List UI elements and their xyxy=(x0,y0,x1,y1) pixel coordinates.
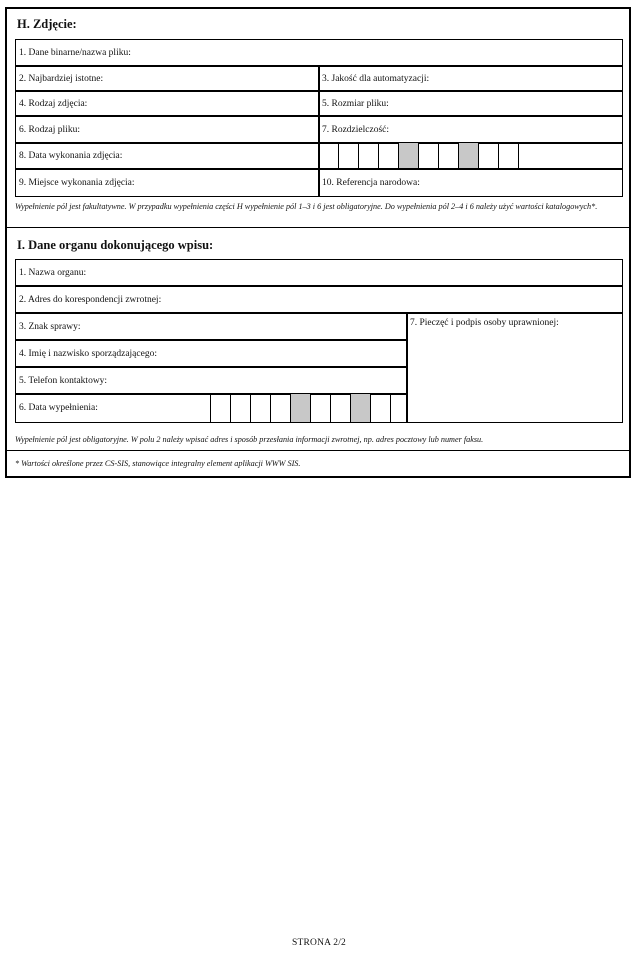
field-binary-name-label: 1. Dane binarne/nazwa pliku: xyxy=(19,48,131,58)
field-resolution-label: 7. Rozdzielczość: xyxy=(322,124,390,135)
date-cell[interactable] xyxy=(418,143,438,169)
date-cell[interactable] xyxy=(330,394,350,422)
date-cell[interactable] xyxy=(370,394,390,422)
field-return-address[interactable] xyxy=(15,285,623,314)
date-cell[interactable] xyxy=(270,394,290,422)
form-outer xyxy=(5,7,631,478)
section-h-title: H. Zdjęcie: xyxy=(17,17,77,31)
date-cell[interactable] xyxy=(338,143,358,169)
date-cell[interactable] xyxy=(310,394,330,422)
field-contact-phone-label: 5. Telefon kontaktowy: xyxy=(19,375,108,386)
field-most-important[interactable] xyxy=(15,65,320,92)
date-cell[interactable] xyxy=(478,143,498,169)
field-case-ref-label: 3. Znak sprawy: xyxy=(19,321,81,332)
footnote: * Wartości określone przez CS-SIS, stanowiące integralny element aplikacji WWW SIS. xyxy=(15,459,301,468)
date-separator-cell xyxy=(458,143,478,169)
date-cell[interactable] xyxy=(438,143,458,169)
field-binary-name[interactable] xyxy=(15,39,623,67)
field-date-taken-input[interactable] xyxy=(318,142,623,170)
date-cell[interactable] xyxy=(318,143,338,169)
field-authority-name[interactable] xyxy=(15,259,623,287)
field-stamp-signature-label: 7. Pieczęć i podpis osoby uprawnionej: xyxy=(410,318,559,328)
date-cell[interactable] xyxy=(498,143,518,169)
date-cell[interactable] xyxy=(250,394,270,422)
field-contact-phone[interactable] xyxy=(15,366,408,395)
field-national-ref[interactable] xyxy=(318,168,623,197)
field-case-ref[interactable] xyxy=(15,312,408,341)
footnote-divider xyxy=(7,450,629,451)
field-return-address-label: 2. Adres do korespondencji zwrotnej: xyxy=(19,294,162,305)
date-cell[interactable] xyxy=(230,394,250,422)
field-fill-date[interactable] xyxy=(15,393,408,423)
field-national-ref-label: 10. Referencja narodowa: xyxy=(322,177,420,188)
date-cell-end xyxy=(518,143,519,169)
field-preparer-name-label: 4. Imię i nazwisko sporządzającego: xyxy=(19,348,157,359)
field-date-taken-label: 8. Data wykonania zdjęcia: xyxy=(19,151,123,161)
field-photo-type-label: 4. Rodzaj zdjęcia: xyxy=(19,98,88,109)
fill-date-cells xyxy=(210,394,410,422)
field-place-taken[interactable] xyxy=(15,168,320,197)
date-taken-cells xyxy=(318,143,519,169)
field-file-size-label: 5. Rozmiar pliku: xyxy=(322,98,389,109)
field-place-taken-label: 9. Miejsce wykonania zdjęcia: xyxy=(19,177,135,188)
section-divider xyxy=(7,227,629,228)
field-quality[interactable] xyxy=(318,65,623,92)
date-separator-cell xyxy=(398,143,418,169)
section-h-note: Wypełnienie pól jest fakultatywne. W przypadku wypełnienia części H wypełnienie pól 1–3 i 6 jest obligatoryjne. Do wypełnienia pól 2–4 i 6 należy użyć wartości katalogowych*. xyxy=(15,202,598,211)
field-resolution[interactable] xyxy=(318,115,623,144)
date-separator-cell xyxy=(350,394,370,422)
field-preparer-name[interactable] xyxy=(15,339,408,368)
section-i-note: Wypełnienie pól jest obligatoryjne. W polu 2 należy wpisać adres i sposób przesłania informacji zwrotnej, np. adres pocztowy lub numer faksu. xyxy=(15,435,484,444)
field-fill-date-label: 6. Data wypełnienia: xyxy=(19,403,98,413)
field-photo-type[interactable] xyxy=(15,90,320,117)
field-most-important-label: 2. Najbardziej istotne: xyxy=(19,73,104,84)
field-authority-name-label: 1. Nazwa organu: xyxy=(19,268,87,278)
date-cell[interactable] xyxy=(358,143,378,169)
date-separator-cell xyxy=(290,394,310,422)
section-i-title: I. Dane organu dokonującego wpisu: xyxy=(17,238,214,252)
field-date-taken[interactable] xyxy=(15,142,320,170)
page-number: STRONA 2/2 xyxy=(292,938,346,948)
date-cell[interactable] xyxy=(210,394,230,422)
field-file-type[interactable] xyxy=(15,115,320,144)
field-quality-label: 3. Jakość dla automatyzacji: xyxy=(322,73,430,84)
field-stamp-signature[interactable] xyxy=(406,312,623,423)
date-cell[interactable] xyxy=(378,143,398,169)
field-file-type-label: 6. Rodzaj pliku: xyxy=(19,124,80,135)
field-file-size[interactable] xyxy=(318,90,623,117)
